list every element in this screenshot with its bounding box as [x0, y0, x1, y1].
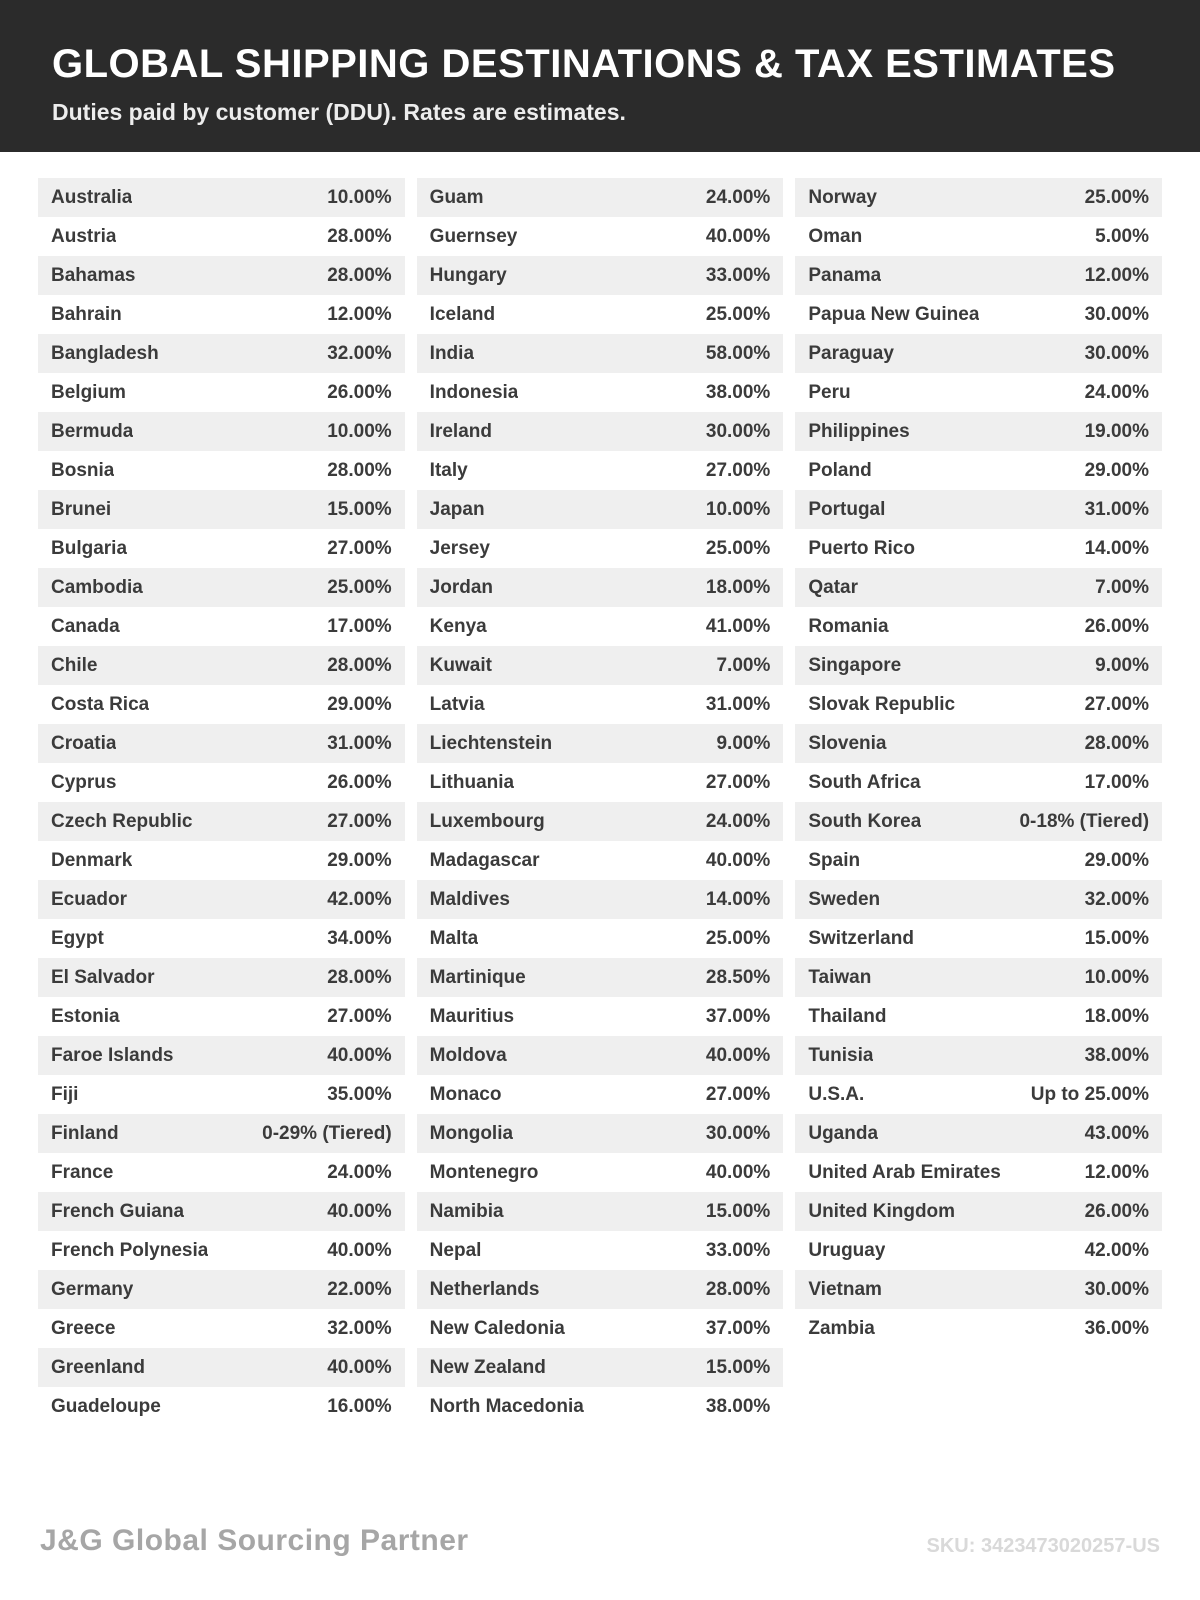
- rate-value: 10.00%: [1084, 967, 1150, 988]
- country-label: Croatia: [51, 734, 117, 753]
- table-row: [795, 919, 1162, 958]
- table-row: [795, 841, 1162, 880]
- rate-value: 28.00%: [327, 226, 392, 247]
- country-label: Cambodia: [51, 578, 143, 597]
- rate-value: 22.00%: [327, 1279, 392, 1300]
- country-label: Monaco: [429, 1085, 502, 1104]
- rate-value: 32.00%: [327, 343, 392, 364]
- table-row: [38, 568, 405, 607]
- rate-value: 15.00%: [705, 1201, 771, 1222]
- rate-value: 16.00%: [327, 1396, 392, 1417]
- table-row: [417, 919, 784, 958]
- country-label: Montenegro: [429, 1163, 539, 1182]
- country-label: India: [429, 344, 475, 363]
- country-label: Liechtenstein: [429, 734, 553, 753]
- table-row: [417, 334, 784, 373]
- rate-column: [38, 178, 405, 1426]
- table-row: [38, 451, 405, 490]
- rate-value: 25.00%: [1084, 187, 1150, 208]
- rate-column: [795, 178, 1162, 1348]
- table-row: [417, 529, 784, 568]
- country-label: Madagascar: [429, 851, 540, 870]
- table-row: [417, 841, 784, 880]
- country-label: Greenland: [51, 1358, 145, 1377]
- country-label: Romania: [808, 617, 889, 636]
- rate-value: 24.00%: [327, 1162, 392, 1183]
- country-label: Peru: [808, 383, 851, 402]
- rate-value: 37.00%: [705, 1318, 771, 1339]
- page-title: GLOBAL SHIPPING DESTINATIONS & TAX ESTIMATES: [52, 42, 1116, 86]
- country-label: Bahamas: [51, 266, 136, 285]
- country-label: Netherlands: [429, 1280, 540, 1299]
- country-label: Norway: [808, 188, 877, 207]
- table-row: [795, 1036, 1162, 1075]
- table-row: [38, 334, 405, 373]
- table-row: [38, 295, 405, 334]
- table-row: [795, 568, 1162, 607]
- rate-value: 28.00%: [327, 967, 392, 988]
- rate-value: 34.00%: [327, 928, 392, 949]
- rates-table: [0, 152, 1200, 1426]
- rate-value: 40.00%: [327, 1357, 392, 1378]
- table-row: [417, 997, 784, 1036]
- country-label: Fiji: [51, 1085, 79, 1104]
- country-label: Kuwait: [429, 656, 492, 675]
- rate-value: 12.00%: [1084, 265, 1150, 286]
- table-row: [38, 217, 405, 256]
- table-row: [795, 763, 1162, 802]
- table-row: [417, 724, 784, 763]
- rate-value: 15.00%: [327, 499, 392, 520]
- table-row: [795, 490, 1162, 529]
- rate-value: 18.00%: [1084, 1006, 1150, 1027]
- country-label: Kenya: [429, 617, 487, 636]
- sku-label: SKU: 3423473020257-US: [926, 1535, 1160, 1557]
- table-row: [38, 178, 405, 217]
- rate-value: 28.00%: [705, 1279, 771, 1300]
- country-label: Taiwan: [808, 968, 872, 987]
- rate-value: 28.00%: [327, 655, 392, 676]
- rate-value: 9.00%: [716, 733, 771, 754]
- rate-value: 30.00%: [705, 1123, 771, 1144]
- rate-value: 28.00%: [327, 460, 392, 481]
- page-footer: [40, 1524, 1160, 1558]
- rate-value: 58.00%: [705, 343, 771, 364]
- rate-value: 19.00%: [1084, 421, 1150, 442]
- rate-value: 12.00%: [327, 304, 392, 325]
- country-label: Germany: [51, 1280, 134, 1299]
- country-label: Ireland: [429, 422, 492, 441]
- rate-value: 40.00%: [327, 1240, 392, 1261]
- country-label: Bosnia: [51, 461, 115, 480]
- table-row: [38, 1036, 405, 1075]
- rate-value: 24.00%: [705, 811, 771, 832]
- country-label: Guadeloupe: [51, 1397, 161, 1416]
- country-label: Switzerland: [808, 929, 914, 948]
- table-row: [417, 490, 784, 529]
- country-label: Japan: [429, 500, 485, 519]
- table-row: [795, 178, 1162, 217]
- rate-value: 10.00%: [327, 421, 392, 442]
- country-label: Martinique: [429, 968, 526, 987]
- country-label: Sweden: [808, 890, 881, 909]
- country-label: Austria: [51, 227, 117, 246]
- table-row: [795, 412, 1162, 451]
- table-row: [795, 958, 1162, 997]
- rate-value: 25.00%: [327, 577, 392, 598]
- rate-value: 24.00%: [705, 187, 771, 208]
- table-row: [417, 1114, 784, 1153]
- table-row: [795, 529, 1162, 568]
- country-label: Portugal: [808, 500, 886, 519]
- table-row: [417, 1231, 784, 1270]
- rate-value: 30.00%: [705, 421, 771, 442]
- rate-value: 38.00%: [1084, 1045, 1150, 1066]
- country-label: Canada: [51, 617, 120, 636]
- page-header: [0, 0, 1200, 152]
- country-label: Czech Republic: [51, 812, 193, 831]
- rate-value: 25.00%: [705, 538, 771, 559]
- country-label: Indonesia: [429, 383, 519, 402]
- table-row: [38, 1387, 405, 1426]
- country-label: New Caledonia: [429, 1319, 565, 1338]
- country-label: Italy: [429, 461, 468, 480]
- table-row: [417, 1348, 784, 1387]
- table-row: [417, 646, 784, 685]
- rate-value: 0-29% (Tiered): [262, 1123, 392, 1144]
- rate-value: 28.00%: [327, 265, 392, 286]
- country-label: French Polynesia: [51, 1241, 209, 1260]
- country-label: Spain: [808, 851, 861, 870]
- rate-value: 9.00%: [1095, 655, 1150, 676]
- rate-value: 35.00%: [327, 1084, 392, 1105]
- rate-value: 27.00%: [1084, 694, 1150, 715]
- table-row: [38, 685, 405, 724]
- rate-value: 32.00%: [1084, 889, 1150, 910]
- country-label: Bermuda: [51, 422, 134, 441]
- table-row: [38, 646, 405, 685]
- rate-value: 37.00%: [705, 1006, 771, 1027]
- table-row: [38, 802, 405, 841]
- country-label: Bahrain: [51, 305, 122, 324]
- table-row: [38, 958, 405, 997]
- rate-value: 17.00%: [327, 616, 392, 637]
- rate-value: 26.00%: [327, 772, 392, 793]
- country-label: Oman: [808, 227, 863, 246]
- table-row: [795, 1231, 1162, 1270]
- country-label: United Arab Emirates: [808, 1163, 1001, 1182]
- table-row: [38, 919, 405, 958]
- rate-value: 40.00%: [705, 1045, 771, 1066]
- table-row: [417, 685, 784, 724]
- table-row: [795, 1114, 1162, 1153]
- rate-value: 10.00%: [327, 187, 392, 208]
- table-row: [795, 256, 1162, 295]
- country-label: Brunei: [51, 500, 112, 519]
- table-row: [417, 880, 784, 919]
- country-label: Costa Rica: [51, 695, 150, 714]
- table-row: [38, 1075, 405, 1114]
- rate-value: 28.50%: [705, 967, 771, 988]
- table-row: [417, 1270, 784, 1309]
- rate-value: 30.00%: [1084, 343, 1150, 364]
- rate-value: 14.00%: [1084, 538, 1150, 559]
- country-label: Uganda: [808, 1124, 879, 1143]
- rate-value: 27.00%: [327, 538, 392, 559]
- country-label: Estonia: [51, 1007, 120, 1026]
- rate-value: 5.00%: [1095, 226, 1150, 247]
- table-row: [38, 1114, 405, 1153]
- table-row: [417, 412, 784, 451]
- table-row: [417, 178, 784, 217]
- rate-value: 33.00%: [705, 265, 771, 286]
- country-label: Latvia: [429, 695, 485, 714]
- rate-value: 24.00%: [1084, 382, 1150, 403]
- page-subtitle: Duties paid by customer (DDU). Rates are estimates.: [52, 99, 626, 125]
- table-row: [417, 1192, 784, 1231]
- rate-value: 31.00%: [327, 733, 392, 754]
- country-label: Philippines: [808, 422, 910, 441]
- country-label: Faroe Islands: [51, 1046, 174, 1065]
- rate-value: 31.00%: [705, 694, 771, 715]
- country-label: Bangladesh: [51, 344, 159, 363]
- country-label: Paraguay: [808, 344, 894, 363]
- table-row: [795, 217, 1162, 256]
- table-row: [417, 1075, 784, 1114]
- table-row: [795, 724, 1162, 763]
- country-label: Panama: [808, 266, 882, 285]
- table-row: [417, 958, 784, 997]
- table-row: [795, 1153, 1162, 1192]
- table-row: [38, 1309, 405, 1348]
- country-label: Papua New Guinea: [808, 305, 980, 324]
- country-label: Jersey: [429, 539, 490, 558]
- country-label: Iceland: [429, 305, 496, 324]
- rate-value: 42.00%: [327, 889, 392, 910]
- country-label: North Macedonia: [429, 1397, 584, 1416]
- country-label: Greece: [51, 1319, 116, 1338]
- country-label: Guam: [429, 188, 484, 207]
- rate-value: 15.00%: [1084, 928, 1150, 949]
- country-label: Vietnam: [808, 1280, 882, 1299]
- table-row: [38, 841, 405, 880]
- table-row: [795, 997, 1162, 1036]
- table-row: [795, 373, 1162, 412]
- rate-value: 12.00%: [1084, 1162, 1150, 1183]
- country-label: Chile: [51, 656, 98, 675]
- table-row: [417, 763, 784, 802]
- table-row: [417, 607, 784, 646]
- country-label: Australia: [51, 188, 133, 207]
- country-label: Slovak Republic: [808, 695, 956, 714]
- table-row: [38, 1153, 405, 1192]
- rate-value: 27.00%: [705, 1084, 771, 1105]
- country-label: Mauritius: [429, 1007, 515, 1026]
- rate-value: 40.00%: [705, 226, 771, 247]
- country-label: Hungary: [429, 266, 507, 285]
- rate-value: 42.00%: [1084, 1240, 1150, 1261]
- country-label: Nepal: [429, 1241, 482, 1260]
- country-label: Singapore: [808, 656, 902, 675]
- country-label: South Korea: [808, 812, 922, 831]
- country-label: Cyprus: [51, 773, 117, 792]
- country-label: Qatar: [808, 578, 858, 597]
- rate-value: 29.00%: [327, 850, 392, 871]
- rate-value: 26.00%: [1084, 616, 1150, 637]
- rate-value: 29.00%: [1084, 460, 1150, 481]
- table-row: [38, 1270, 405, 1309]
- country-label: Moldova: [429, 1046, 507, 1065]
- table-row: [795, 1270, 1162, 1309]
- rate-value: 27.00%: [327, 1006, 392, 1027]
- rate-value: 31.00%: [1084, 499, 1150, 520]
- rate-value: 29.00%: [327, 694, 392, 715]
- rate-value: 43.00%: [1084, 1123, 1150, 1144]
- rate-value: 30.00%: [1084, 304, 1150, 325]
- country-label: South Africa: [808, 773, 921, 792]
- country-label: Ecuador: [51, 890, 128, 909]
- country-label: Guernsey: [429, 227, 518, 246]
- country-label: Mongolia: [429, 1124, 514, 1143]
- table-row: [38, 997, 405, 1036]
- table-row: [795, 880, 1162, 919]
- country-label: Finland: [51, 1124, 119, 1143]
- rate-value: 27.00%: [327, 811, 392, 832]
- rate-value: 28.00%: [1084, 733, 1150, 754]
- table-row: [795, 1192, 1162, 1231]
- rate-value: 27.00%: [705, 460, 771, 481]
- rate-value: 0-18% (Tiered): [1019, 811, 1150, 832]
- rate-value: 40.00%: [327, 1045, 392, 1066]
- rate-value: 40.00%: [327, 1201, 392, 1222]
- rate-value: 27.00%: [705, 772, 771, 793]
- table-row: [417, 1036, 784, 1075]
- country-label: Slovenia: [808, 734, 887, 753]
- table-row: [795, 802, 1162, 841]
- rate-value: 17.00%: [1084, 772, 1150, 793]
- country-label: France: [51, 1163, 114, 1182]
- rate-value: 40.00%: [705, 1162, 771, 1183]
- table-row: [795, 1309, 1162, 1348]
- rate-value: 32.00%: [327, 1318, 392, 1339]
- rate-value: 15.00%: [705, 1357, 771, 1378]
- country-label: Bulgaria: [51, 539, 128, 558]
- country-label: Zambia: [808, 1319, 875, 1338]
- rate-value: 40.00%: [705, 850, 771, 871]
- country-label: Egypt: [51, 929, 104, 948]
- country-label: Maldives: [429, 890, 510, 909]
- country-label: Belgium: [51, 383, 126, 402]
- table-row: [795, 685, 1162, 724]
- table-row: [795, 607, 1162, 646]
- table-row: [38, 412, 405, 451]
- country-label: U.S.A.: [808, 1085, 865, 1104]
- table-row: [38, 1192, 405, 1231]
- rate-value: 7.00%: [716, 655, 771, 676]
- rate-value: 30.00%: [1084, 1279, 1150, 1300]
- rate-value: Up to 25.00%: [1030, 1084, 1150, 1105]
- table-row: [417, 373, 784, 412]
- country-label: El Salvador: [51, 968, 155, 987]
- table-row: [417, 1309, 784, 1348]
- table-row: [417, 217, 784, 256]
- table-row: [417, 451, 784, 490]
- table-row: [38, 1231, 405, 1270]
- country-label: Uruguay: [808, 1241, 886, 1260]
- rate-value: 25.00%: [705, 304, 771, 325]
- country-label: United Kingdom: [808, 1202, 956, 1221]
- table-row: [38, 607, 405, 646]
- brand-name: J&G Global Sourcing Partner: [40, 1524, 469, 1557]
- rate-value: 18.00%: [705, 577, 771, 598]
- table-row: [417, 568, 784, 607]
- rate-value: 29.00%: [1084, 850, 1150, 871]
- country-label: Tunisia: [808, 1046, 874, 1065]
- table-row: [417, 1153, 784, 1192]
- rate-value: 33.00%: [705, 1240, 771, 1261]
- rate-value: 26.00%: [1084, 1201, 1150, 1222]
- country-label: Namibia: [429, 1202, 504, 1221]
- table-row: [38, 490, 405, 529]
- table-row: [795, 646, 1162, 685]
- country-label: Malta: [429, 929, 479, 948]
- country-label: New Zealand: [429, 1358, 546, 1377]
- rate-value: 25.00%: [705, 928, 771, 949]
- rate-value: 38.00%: [705, 382, 771, 403]
- country-label: Puerto Rico: [808, 539, 915, 558]
- rate-value: 10.00%: [705, 499, 771, 520]
- table-row: [38, 763, 405, 802]
- rate-value: 14.00%: [705, 889, 771, 910]
- table-row: [417, 256, 784, 295]
- table-row: [38, 880, 405, 919]
- rate-value: 7.00%: [1095, 577, 1150, 598]
- country-label: Lithuania: [429, 773, 515, 792]
- table-row: [38, 529, 405, 568]
- country-label: Jordan: [429, 578, 494, 597]
- country-label: French Guiana: [51, 1202, 185, 1221]
- country-label: Thailand: [808, 1007, 887, 1026]
- table-row: [417, 1387, 784, 1426]
- rate-value: 26.00%: [327, 382, 392, 403]
- country-label: Denmark: [51, 851, 133, 870]
- table-row: [38, 1348, 405, 1387]
- table-row: [417, 802, 784, 841]
- table-row: [795, 1075, 1162, 1114]
- country-label: Luxembourg: [429, 812, 545, 831]
- table-row: [795, 451, 1162, 490]
- table-row: [38, 724, 405, 763]
- country-label: Poland: [808, 461, 872, 480]
- rate-column: [417, 178, 784, 1426]
- rate-value: 36.00%: [1084, 1318, 1150, 1339]
- table-row: [417, 295, 784, 334]
- table-row: [795, 334, 1162, 373]
- rate-value: 38.00%: [705, 1396, 771, 1417]
- table-row: [795, 295, 1162, 334]
- rate-value: 41.00%: [705, 616, 771, 637]
- table-row: [38, 373, 405, 412]
- table-row: [38, 256, 405, 295]
